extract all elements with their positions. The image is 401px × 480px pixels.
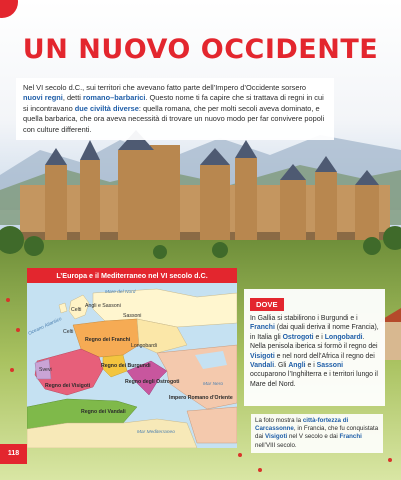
dove-tag: DOVE <box>250 298 284 311</box>
map-label: Regno dei Burgundi <box>101 363 151 369</box>
map-label: Regno dei Vandali <box>81 409 126 415</box>
dove-keyword: Ostrogoti <box>282 333 314 341</box>
intro-text: : quella romana, che per molti secoli aveva dominato, e quella barbarica, che ora aveva necessità di trovare un nuovo modo per far convivere popoli con culture differenti. <box>23 103 325 134</box>
dove-span: occuparono l’Inghilterra e i territori lungo il Mare del Nord. <box>250 371 378 388</box>
caption-span: nel V secolo e dai <box>287 433 340 441</box>
intro-text: Nel VI secolo d.C., sui territori che avevano fatto parte dell’Impero d’Occidente sorsero <box>23 83 307 92</box>
map-label: Mar Mediterraneo <box>137 430 175 435</box>
intro-text: , detti <box>62 93 83 103</box>
dove-keyword: Visigoti <box>250 352 275 360</box>
dove-span: e i <box>313 333 325 341</box>
map-label: Angli e Sassoni <box>85 303 121 309</box>
intro-keyword: nuovi regni <box>23 93 63 103</box>
map-label: Svevi <box>39 367 52 373</box>
caption-span: nell’VIII secolo. <box>255 441 297 449</box>
map-label: Longobardi <box>131 343 157 349</box>
dove-keyword: Angli <box>288 362 306 370</box>
intro-keyword: romano–barbarici <box>82 93 146 103</box>
dove-box <box>244 289 385 406</box>
intro-keyword: due civiltà diverse <box>74 103 139 113</box>
dove-keyword: Vandali <box>250 362 275 370</box>
caption-keyword: Visigoti <box>264 433 288 441</box>
map-label: Mar Nero <box>203 382 223 387</box>
page-number: 118 <box>0 444 27 464</box>
photo-caption <box>251 414 383 453</box>
caption-keyword: città-fortezza di Carcassonne <box>255 417 349 433</box>
page-title: UN NUOVO OCCIDENTE <box>22 34 379 65</box>
dove-text <box>250 314 379 389</box>
intro-text: . Questo nome ti fa capire che si trattava di regni in cui si incontravano <box>23 93 324 113</box>
caption-span: , in Francia, che fu conquistata dai <box>255 425 379 441</box>
dove-span: . Nella penisola iberica si formò il regno dei <box>250 333 378 351</box>
intro-paragraph <box>16 78 334 140</box>
dove-keyword: Franchi <box>250 324 275 332</box>
map-label: Impero Romano d’Oriente <box>169 395 233 401</box>
map-title: L’Europa e il Mediterraneo nel VI secolo d.C. <box>27 268 237 283</box>
caption-keyword: Franchi <box>339 433 362 441</box>
map-label: Celti <box>71 307 82 313</box>
map-label: Mare del Nord <box>105 290 136 295</box>
map-label: Regno dei Visigoti <box>45 383 91 389</box>
historical-map-panel <box>27 268 237 448</box>
map-label: Celti <box>63 329 74 335</box>
dove-span: (dai quali deriva il nome Francia), in Italia gli <box>250 324 379 341</box>
map-label: Oceano Atlantico <box>27 316 63 337</box>
map-label: Regno degli Ostrogoti <box>125 379 180 385</box>
map-label: Regno dei Franchi <box>85 337 131 343</box>
dove-span: In Gallia si stabilirono i Burgundi e i <box>250 315 358 322</box>
dove-span: e i <box>305 362 317 370</box>
dove-span: . Gli <box>274 362 289 370</box>
europe-mediterranean-map <box>27 283 237 448</box>
map-label: Sassoni <box>123 313 142 319</box>
dove-keyword: Sassoni <box>316 362 344 370</box>
caption-span: La foto mostra la <box>255 417 303 424</box>
dove-keyword: Longobardi <box>324 333 363 341</box>
dove-span: e nel nord dell’Africa il regno dei <box>274 352 375 360</box>
